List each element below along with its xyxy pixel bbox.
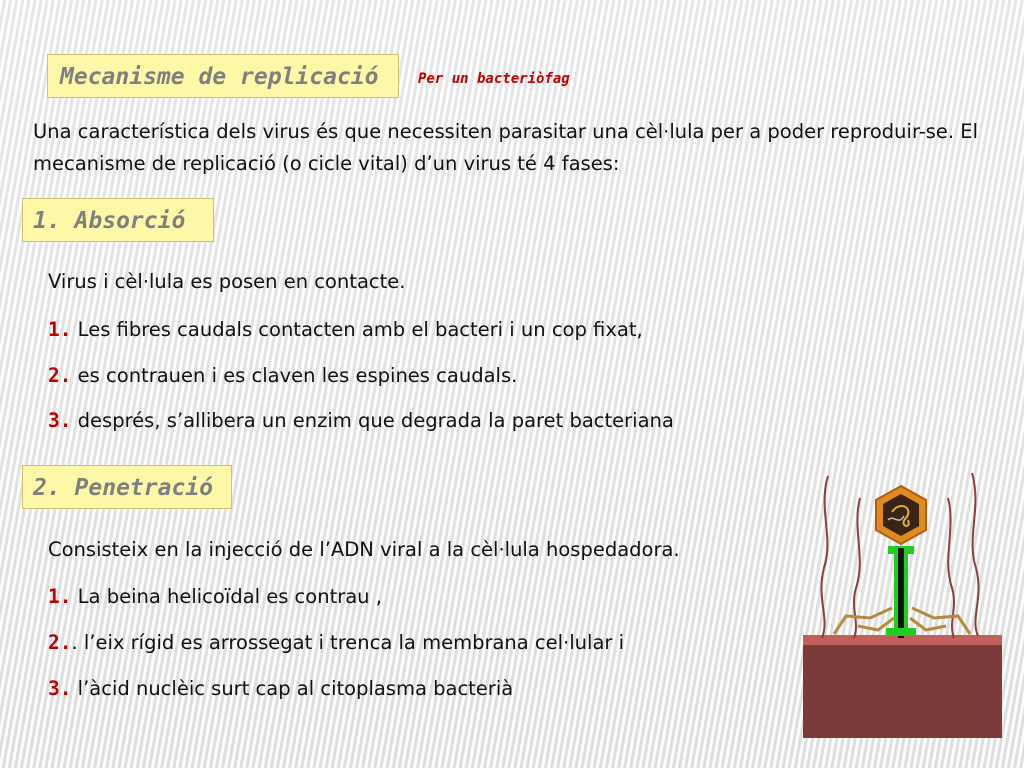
absorcio-step [48,409,674,432]
penetracio-step [48,585,382,608]
slide-subtitle: Per un bacteriòfag [418,71,570,87]
step-text: es contrauen i es claven les espines caudals. [71,364,518,387]
step-text: Les fibres caudals contacten amb el bacteri i un cop fixat, [71,318,643,341]
step-number: 2. [48,631,72,654]
section-heading-penetracio: 2. Penetració [22,465,232,509]
step-number: 2. [48,364,72,387]
section-heading-absorcio: 1. Absorció [22,198,214,242]
step-text: . l’eix rígid es arrossegat i trenca la membrana cel·lular i [71,631,625,654]
intro-paragraph: Una característica dels virus és que necessiten parasitar una cèl·lula per a poder reproduir-se. El mecanisme de replicació (o cicle vital) d’un virus té 4 fases: [33,120,979,175]
base-plate [886,628,916,636]
step-text: després, s’allibera un enzim que degrada la paret bacteriana [71,409,674,432]
step-text: La beina helicoïdal es contrau , [71,585,382,608]
absorcio-step [48,364,517,387]
step-number: 1. [48,318,72,341]
wall-line-right [972,473,979,636]
penetracio-step [48,631,624,654]
penetracio-lead: Consisteix en la injecció de l’ADN viral a la cèl·lula hospedadora. [48,538,680,561]
tail-core [898,548,904,638]
step-number: 3. [48,409,72,432]
tail-fiber-left [834,608,892,634]
absorcio-lead: Virus i cèl·lula es posen en contacte. [48,270,406,293]
penetracio-step [48,677,513,700]
step-text: l’àcid nuclèic surt cap al citoplasma bacterià [71,677,514,700]
absorcio-step [48,318,643,341]
bacteriophage-illustration [800,468,1004,738]
tail-fiber-right [912,608,970,634]
step-number: 3. [48,677,72,700]
step-number: 1. [48,585,72,608]
wall-line-left [821,476,828,638]
slide-title: Mecanisme de replicació [47,54,399,98]
bacterial-membrane [803,635,1002,738]
